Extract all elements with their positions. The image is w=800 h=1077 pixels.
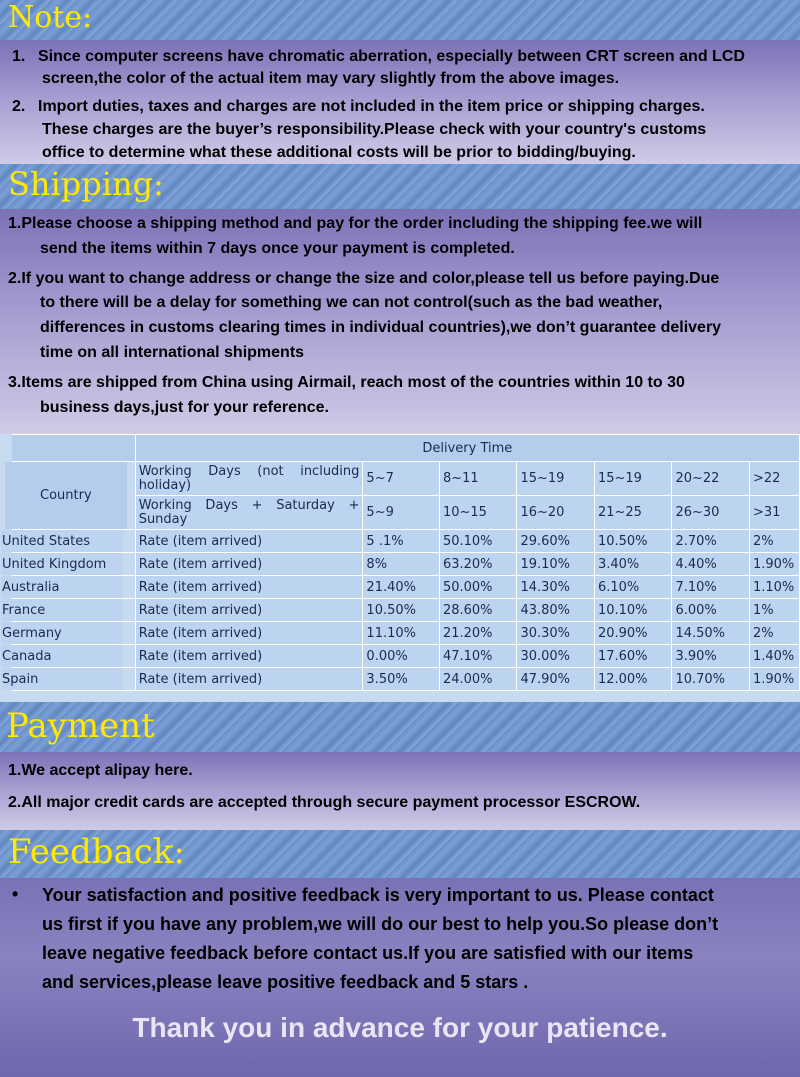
country-cell: France <box>1 599 124 622</box>
note-title: Note: <box>8 0 93 35</box>
shipping-title: Shipping: <box>8 165 164 203</box>
country-cell: Canada <box>1 645 124 668</box>
table-cell: 10~15 <box>439 496 517 530</box>
table-cell: 4.40% <box>672 553 750 576</box>
table-cell: 20.90% <box>594 622 672 645</box>
rate-label-cell: Rate (item arrived) <box>135 530 363 553</box>
country-cell: United Kingdom <box>1 553 124 576</box>
table-cell: 14.30% <box>517 576 595 599</box>
note-header-band <box>0 0 800 40</box>
note-panel <box>0 40 800 164</box>
note-item-1-line-1: Since computer screens have chromatic aberration, especially between CRT screen and LCD <box>38 48 745 65</box>
shipping-item-3-line-1: 3.Items are shipped from China using Airmail, reach most of the countries within 10 to 30 <box>8 374 685 391</box>
table-cell: 47.90% <box>517 668 595 691</box>
payment-panel <box>0 752 800 830</box>
table-header-row <box>13 435 800 462</box>
thank-you-message: Thank you in advance for your patience. <box>132 1012 668 1043</box>
delivery-table <box>2 434 800 691</box>
note-item-2-line-1: Import duties, taxes and charges are not included in the item price or shipping charges. <box>38 98 705 115</box>
table-cell: 0.00% <box>363 645 440 668</box>
rate-label-cell: Rate (item arrived) <box>135 645 363 668</box>
shipping-item-2-line-3: differences in customs clearing times in individual countries),we don’t guarantee delivery <box>40 319 722 336</box>
table-cell: 43.80% <box>517 599 595 622</box>
note-item-2-line-3: office to determine what these additional costs will be prior to bidding/buying. <box>42 144 636 161</box>
feedback-line-4: and services,please leave positive feedback and 5 stars . <box>42 972 529 992</box>
country-header: Country <box>5 462 128 530</box>
table-cell: 1.90% <box>749 668 799 691</box>
feedback-line-2: us first if you have any problem,we will do our best to help you.So please don’t <box>42 914 719 934</box>
rate-label-cell: Rate (item arrived) <box>135 622 363 645</box>
table-cell: 11.10% <box>363 622 440 645</box>
shipping-item-3-line-2: business days,just for your reference. <box>40 399 329 416</box>
table-cell: 3.40% <box>594 553 672 576</box>
shipping-item-2-line-4: time on all international shipments <box>40 344 305 361</box>
working-days-label: Working Days (not including holiday) <box>135 462 363 496</box>
table-cell: 5~7 <box>363 462 440 496</box>
table-cell: 21.20% <box>439 622 517 645</box>
table-cell: 8~11 <box>439 462 517 496</box>
table-cell: 3.90% <box>672 645 750 668</box>
table-cell: 2.70% <box>672 530 750 553</box>
shipping-item-2-line-1: 2.If you want to change address or change the size and color,please tell us before paying.Due <box>8 270 720 287</box>
table-row <box>13 668 800 691</box>
rate-label-cell: Rate (item arrived) <box>135 668 363 691</box>
shipping-item-2-line-2: to there will be a delay for something we can not control(such as the bad weather, <box>40 294 663 311</box>
table-row <box>13 576 800 599</box>
table-cell: 50.10% <box>439 530 517 553</box>
table-cell: >22 <box>749 462 799 496</box>
rate-label-cell: Rate (item arrived) <box>135 553 363 576</box>
table-cell: 30.30% <box>517 622 595 645</box>
table-row <box>13 622 800 645</box>
table-row <box>13 599 800 622</box>
feedback-header-band <box>0 830 800 878</box>
table-cell: 6.00% <box>672 599 750 622</box>
table-cell: 1.40% <box>749 645 799 668</box>
country-cell: Germany <box>1 622 124 645</box>
table-cell: 50.00% <box>439 576 517 599</box>
table-cell: 8% <box>363 553 440 576</box>
table-cell: 3.50% <box>363 668 440 691</box>
feedback-panel <box>0 878 800 1077</box>
table-cell: 10.10% <box>594 599 672 622</box>
table-cell: 17.60% <box>594 645 672 668</box>
feedback-line-1: Your satisfaction and positive feedback is very important to us. Please contact <box>42 885 714 905</box>
table-cell: 30.00% <box>517 645 595 668</box>
table-cell: 47.10% <box>439 645 517 668</box>
feedback-bullet: • <box>12 884 19 904</box>
table-cell: 15~19 <box>594 462 672 496</box>
feedback-title: Feedback: <box>8 832 185 872</box>
table-cell: 21.40% <box>363 576 440 599</box>
table-cell: 63.20% <box>439 553 517 576</box>
table-cell: 7.10% <box>672 576 750 599</box>
table-cell: 15~19 <box>517 462 595 496</box>
working-days-row <box>13 462 800 496</box>
country-cell: Australia <box>1 576 124 599</box>
payment-title: Payment <box>6 706 155 746</box>
delivery-time-header: Delivery Time <box>135 435 799 462</box>
rate-label-cell: Rate (item arrived) <box>135 599 363 622</box>
table-cell: 6.10% <box>594 576 672 599</box>
country-cell: United States <box>1 530 124 553</box>
shipping-header-band <box>0 164 800 209</box>
note-item-2-number: 2. <box>12 98 26 115</box>
table-row <box>13 530 800 553</box>
table-cell: 29.60% <box>517 530 595 553</box>
country-cell: Spain <box>1 668 124 691</box>
table-cell: 28.60% <box>439 599 517 622</box>
table-cell: >31 <box>749 496 799 530</box>
table-cell: 5~9 <box>363 496 440 530</box>
table-row <box>13 553 800 576</box>
table-cell: 10.50% <box>594 530 672 553</box>
note-item-2-line-2: These charges are the buyer’s responsibility.Please check with your country's customs <box>42 121 707 138</box>
table-cell: 14.50% <box>672 622 750 645</box>
table-cell: 1.10% <box>749 576 799 599</box>
table-cell: 26~30 <box>672 496 750 530</box>
table-row <box>13 645 800 668</box>
table-cell: 12.00% <box>594 668 672 691</box>
feedback-line-3: leave negative feedback before contact us.If you are satisfied with our items <box>42 943 694 963</box>
shipping-item-1-line-2: send the items within 7 days once your payment is completed. <box>40 240 515 257</box>
note-item-1-line-2: screen,the color of the actual item may vary slightly from the above images. <box>42 70 620 87</box>
table-cell: 16~20 <box>517 496 595 530</box>
payment-item-2: 2.All major credit cards are accepted through secure payment processor ESCROW. <box>8 794 641 811</box>
table-cell: 10.70% <box>672 668 750 691</box>
table-cell: 24.00% <box>439 668 517 691</box>
payment-header-band <box>0 702 800 752</box>
payment-item-1: 1.We accept alipay here. <box>8 762 193 779</box>
working-days-weekend-row <box>13 496 800 530</box>
table-cell: 19.10% <box>517 553 595 576</box>
shipping-panel <box>0 209 800 434</box>
table-cell: 2% <box>749 530 799 553</box>
table-cell: 10.50% <box>363 599 440 622</box>
rate-label-cell: Rate (item arrived) <box>135 576 363 599</box>
working-days-weekend-label: Working Days + Saturday + Sunday <box>135 496 363 530</box>
table-cell: 5 .1% <box>363 530 440 553</box>
table-cell: 1.90% <box>749 553 799 576</box>
note-item-1-number: 1. <box>12 48 26 65</box>
table-cell: 2% <box>749 622 799 645</box>
table-cell: 21~25 <box>594 496 672 530</box>
shipping-item-1-line-1: 1.Please choose a shipping method and pay for the order including the shipping fee.we will <box>8 215 703 232</box>
table-cell: 1% <box>749 599 799 622</box>
delivery-table-container <box>0 434 800 702</box>
table-cell: 20~22 <box>672 462 750 496</box>
